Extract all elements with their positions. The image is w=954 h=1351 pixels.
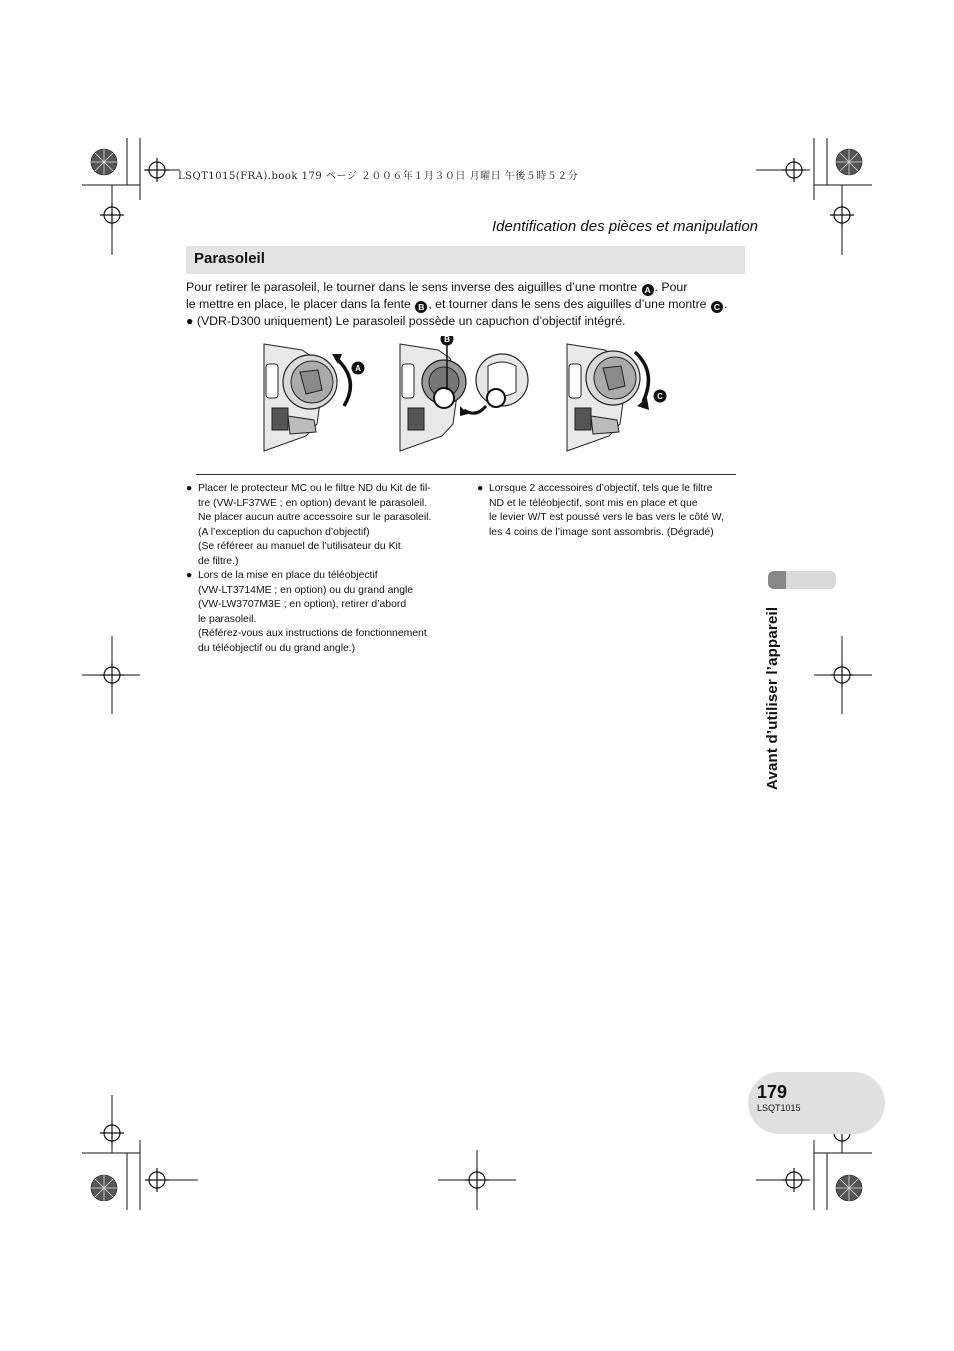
figure-label-a: A [355, 364, 361, 373]
figure-label-b: B [444, 336, 450, 344]
bullet-icon: ● [186, 483, 193, 494]
mark-a-icon: A [642, 284, 654, 296]
chapter-tab-indicator [768, 571, 786, 589]
intro-line-1: Pour retirer le parasoleil, le tourner dans le sens inverse des aiguilles d’une montre A . Pour [186, 280, 688, 295]
bullet-icon: ● [477, 483, 484, 494]
figure-rotate-hood [565, 336, 675, 454]
figure-attach-hood [398, 336, 530, 454]
mark-b-icon: B [415, 301, 427, 313]
intro-line-3: ● (VDR-D300 uniquement) Le parasoleil possède un capuchon d’objectif intégré. [186, 314, 626, 328]
bullet-icon: ● [186, 314, 194, 328]
note-item: ● Placer le protecteur MC ou le filtre ND du Kit de fil- tre (VW-LF37WE ; en option) devant le parasoleil. Ne placer aucun autre accessoire sur le parasoleil. (A l’exception du capuchon d’objectif) (Se référeer au manuel de l’utilisateur du Kit de filtre.) [186, 483, 432, 567]
page-number: 179 [757, 1082, 788, 1102]
title-bar [186, 246, 745, 274]
chapter-label: Avant d’utiliser l’appareil [764, 606, 781, 790]
bullet-icon: ● [186, 570, 193, 581]
notes-left-column [186, 482, 466, 656]
product-code: LSQT1015 [757, 1103, 801, 1113]
figure-remove-hood [262, 336, 374, 454]
notes-right-column [477, 482, 752, 540]
page-title: Parasoleil [194, 250, 265, 267]
intro-text [186, 279, 751, 330]
notes-divider [196, 474, 736, 475]
section-header: Identification des pièces et manipulation [492, 218, 759, 235]
print-header: LSQT1015(FRA).book 179 ページ ２００６年１月３０日 月曜日 午後５時５２分 [178, 171, 579, 182]
intro-line-2: le mettre en place, le placer dans la fente B , et tourner dans le sens des aiguilles d’une montre C . [186, 297, 728, 312]
mark-c-icon: C [711, 301, 723, 313]
note-item: ● Lorsque 2 accessoires d’objectif, tels que le filtre ND et le téléobjectif, sont mis en place et que le levier W/T est poussé vers le bas vers le côté W, les 4 coins de l’image sont assombris. (Dégradé) [477, 483, 724, 538]
figure-label-c: C [657, 392, 663, 401]
note-item: ● Lors de la mise en place du téléobjectif (VW-LT3714ME ; en option) ou du grand angle (VW-LW3707M3E ; en option), retirer d’abord le parasoleil. (Référez-vous aux instructions de fonctionnement du téléobjectif ou du grand angle.) [186, 570, 427, 654]
